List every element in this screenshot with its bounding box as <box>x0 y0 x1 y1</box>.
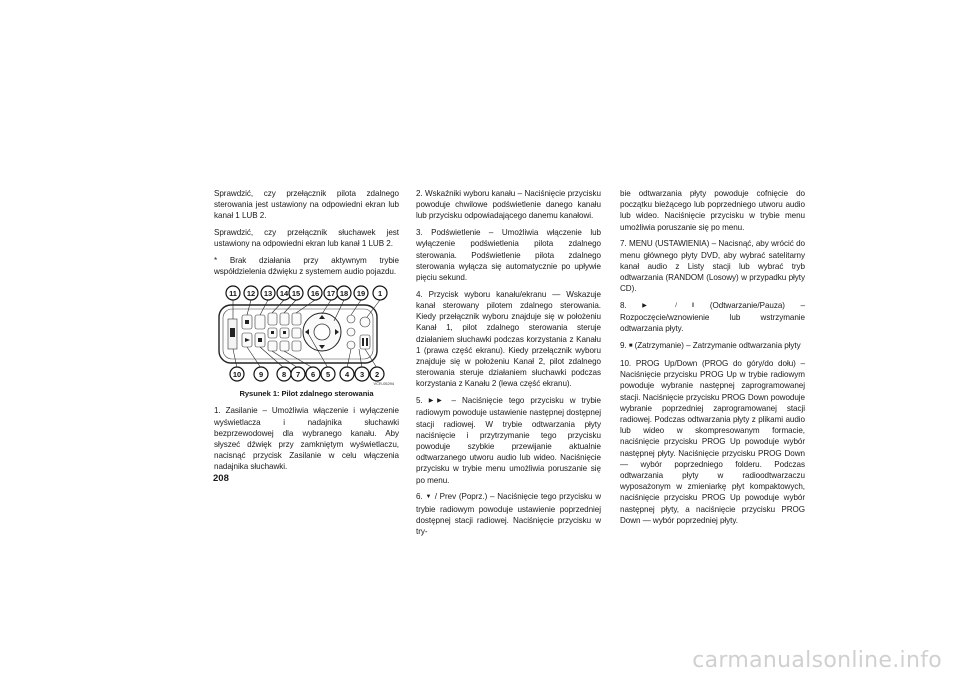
callout-8: 8 <box>281 370 287 380</box>
paragraph-next-button: 5. ▶▶ – Naciśnięcie tego przycisku w trybie radiowym powoduje ustawienie następnej dostępnej stacji radiowej. W trybie odtwarzania płyty naciśnięcie i przytrzymanie tego przycisku powoduje szybkie przewijanie aktualnie odtwarzanego utworu audio lub wideo. Naciśnięcie przycisku w trybie menu umożliwia poruszanie się po menu. <box>416 396 602 485</box>
callouts-bottom <box>230 367 384 381</box>
remote-control-illustration <box>214 283 399 386</box>
paragraph-audio-sharing-note: * Brak działania przy aktywnym trybie współdzielenia dźwięku z systemem audio pojazdu. <box>214 256 399 277</box>
text-column-middle <box>416 188 601 543</box>
text-column-right <box>620 188 805 532</box>
item-number: 8. <box>620 301 627 311</box>
page-number: 208 <box>213 473 229 484</box>
down-arrow-icon: ▼ <box>425 494 432 501</box>
paragraph-prog-up-down: 10. PROG Up/Down (PROG do góry/do dołu) – Naciśnięcie przycisku PROG Up w trybie radiowym powoduje wybranie następnej zaprogramowanej stacji. Naciśnięcie przycisku PROG Down powoduje wybranie poprzedniej zaprogramowanej stacji radiowej. Podczas odtwarzania płyty z plikami audio lub wideo w skompresowanym formacie, naciśnięcie przycisku PROG Up powoduje wybór następnej płyty. Naciśnięcie przycisku PROG Down — wybór poprzedniego folderu. Podczas odtwarzania płyty w radioodtwarzaczu wyposażonym w zmieniarkę płyt kompaktowych, naciśnięcie przycisku PROG Up powoduje wybór następnej płyty, a naciśnięcie przycisku PROG Down — wybór poprzedniej płyty. <box>620 359 805 525</box>
callout-10: 10 <box>232 370 242 380</box>
callout-2: 2 <box>374 370 380 380</box>
callout-16: 16 <box>310 289 320 299</box>
paragraph-channel-indicators: 2. Wskaźniki wyboru kanału – Naciśnięcie przycisku powoduje chwilowe podświetlenie danego kanału lub przycisku odpowiadającego danemu kanałowi. <box>416 189 601 221</box>
callout-13: 13 <box>263 289 273 299</box>
callout-9: 9 <box>258 370 264 380</box>
callout-14: 14 <box>279 289 289 299</box>
figure-caption: Rysunek 1: Pilot zdalnego sterowania <box>239 389 374 399</box>
paragraph-prev-continued: bie odtwarzania płyty powoduje cofnięcie do początku bieżącego lub poprzedniego utworu audio lub wideo. Naciśnięcie przycisku w trybie menu umożliwia poruszanie się po menu. <box>620 189 805 232</box>
callout-12: 12 <box>246 289 256 299</box>
paragraph-prev-button: 6. ▼ / Prev (Poprz.) – Naciśnięcie tego przycisku w trybie radiowym powoduje ustawienie poprzedniej dostępnej stacji radiowej. Naciśnięcie przycisku w try- <box>416 492 602 537</box>
callout-7: 7 <box>295 370 301 380</box>
fast-forward-icon: ▶▶ <box>428 398 446 405</box>
remote-control-figure <box>214 283 399 386</box>
item-number: 6. <box>416 492 423 502</box>
item-number: 5. <box>416 396 423 406</box>
paragraph-check-remote-switch: Sprawdzić, czy przełącznik pilota zdalnego sterowania jest ustawiony na odpowiedni ekran lub kanał 1 LUB 2. <box>214 189 399 221</box>
callout-5: 5 <box>325 370 331 380</box>
paragraph-play-pause: 8. ▶ / ‖ (Odtwarzanie/Pauza) – Rozpoczęcie/wznowienie lub wstrzymanie odtwarzania płyty. <box>620 301 805 334</box>
paragraph-backlight: 3. Podświetlenie – Umożliwia włączenie lub wyłączenie podświetlenia pilota zdalnego sterowania. Podświetlenie pilota zdalnego sterowania wyłącza się automatycznie po upływie pięciu sekund. <box>416 228 601 283</box>
callout-18: 18 <box>339 289 349 299</box>
paragraph-check-headphone-switch: Sprawdzić, czy przełącznik słuchawek jest ustawiony na odpowiedni ekran lub kanał 1 LUB 2. <box>214 228 399 249</box>
callout-6: 6 <box>310 370 316 380</box>
item-number: 9. <box>620 341 627 351</box>
enter-button <box>314 324 330 340</box>
callout-17: 17 <box>326 289 336 299</box>
stop-icon: ■ <box>628 343 633 350</box>
callout-3: 3 <box>359 370 365 380</box>
callout-4: 4 <box>344 370 350 380</box>
paragraph-power: 1. Zasilanie – Umożliwia włączenie i wyłączenie wyświetlacza i nadajnika słuchawki bezprzewodowej dla wybranego kanału. Aby słyszeć dźwięk przy zamkniętym wyświetlaczu, nacisnąć przycisk Zasilanie w celu włączenia nadajnika słuchawki. <box>214 406 399 472</box>
paragraph-channel-select: 4. Przycisk wyboru kanału/ekranu — Wskazuje kanał sterowany pilotem zdalnego sterowania. Kiedy przełącznik wyboru znajduje się w położeniu Kanał 1, pilot zdalnego sterowania steruje działaniem słuchawki podczas korzystania z Kanału 1 (prawa część ekranu). Kiedy przełącznik wyboru znajduje się w położeniu Kanał 2, pilot zdalnego sterowania steruje działaniem słuchawki podczas korzystania z Kanału 2 (lewa część ekranu). <box>416 289 601 389</box>
figure-code: VCR-05294 <box>373 381 394 387</box>
callouts-top <box>226 286 387 300</box>
paragraph-menu: 7. MENU (USTAWIENIA) – Nacisnąć, aby wrócić do menu głównego płyty DVD, aby wybrać satelitarny kanał audio z Listy stacji lub wybrać tryb odtwarzania (RANDOM (Losowy) w przypadku płyty CD). <box>620 239 805 294</box>
callout-1: 1 <box>377 289 383 299</box>
play-pause-icon: ▶ / ‖ <box>642 303 695 310</box>
callout-11: 11 <box>229 289 237 299</box>
callout-19: 19 <box>356 289 366 299</box>
text-column-left <box>214 188 399 478</box>
callout-15: 15 <box>291 289 301 299</box>
paragraph-stop: 9. ■ (Zatrzymanie) – Zatrzymanie odtwarzania płyty <box>620 341 801 351</box>
watermark: carmanualsonline.info <box>692 648 942 673</box>
